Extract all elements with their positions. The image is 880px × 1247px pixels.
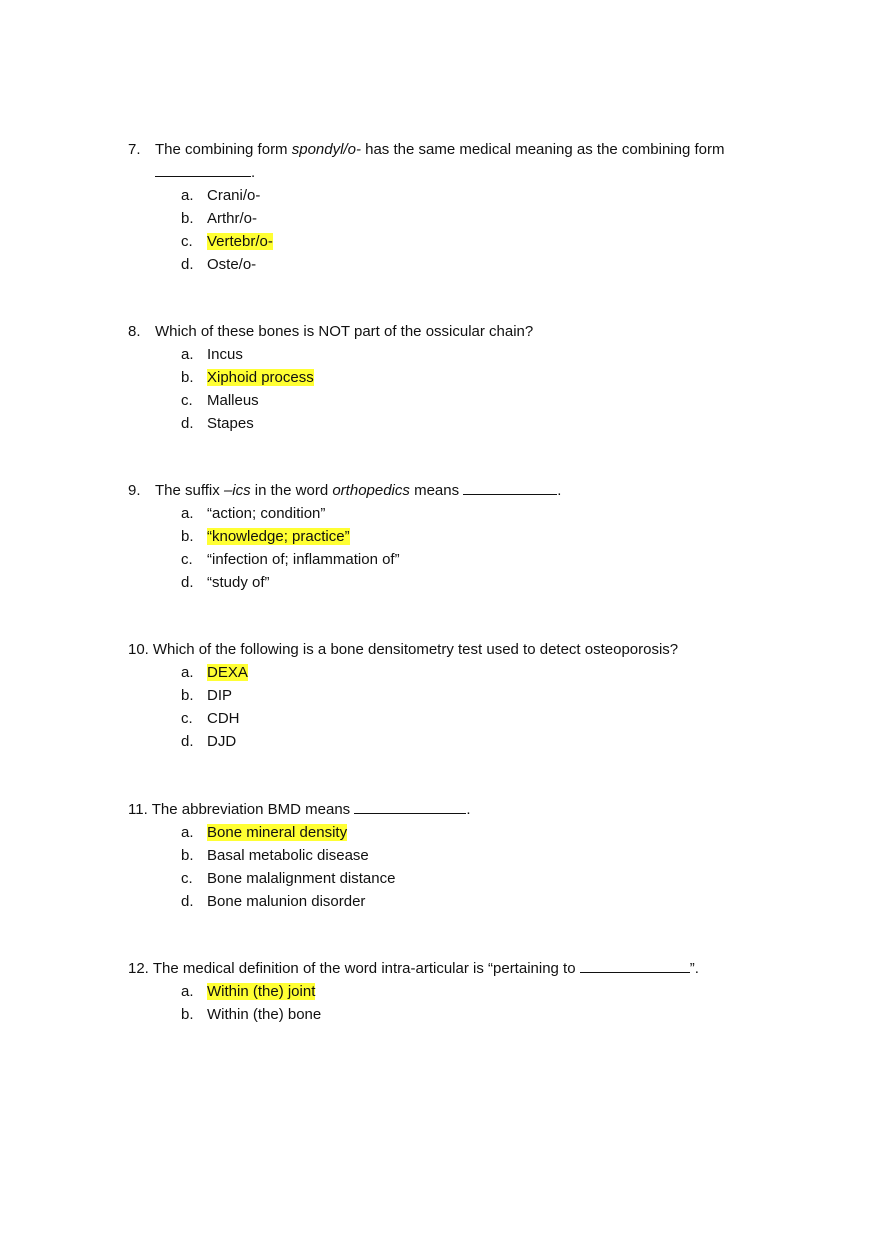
option-c	[128, 230, 778, 253]
stem-text: The abbreviation BMD means	[151, 801, 351, 818]
option-letter: b.	[181, 528, 194, 545]
option-a	[128, 502, 778, 525]
option-letter: a.	[181, 664, 194, 681]
question-9-stem	[128, 479, 778, 502]
question-11-options	[128, 821, 778, 913]
option-letter: d.	[181, 893, 194, 910]
stem-text: The combining form	[155, 141, 288, 158]
option-letter: c.	[181, 551, 193, 568]
question-10-stem	[128, 638, 778, 661]
answer-blank	[354, 799, 466, 814]
option-text: DJD	[207, 733, 237, 750]
option-text: “action; condition”	[207, 505, 326, 522]
stem-italic-term: –ics	[223, 482, 251, 499]
stem-end: ”.	[689, 960, 699, 977]
stem-text: has the same medical meaning as the combining form	[365, 141, 725, 158]
question-7-stem	[128, 138, 778, 184]
stem-text: means	[414, 482, 460, 499]
option-text: DIP	[207, 687, 233, 704]
answer-blank	[580, 958, 690, 973]
option-text: Bone malalignment distance	[207, 870, 396, 887]
option-a	[128, 184, 778, 207]
option-letter: d.	[181, 256, 194, 273]
question-10	[128, 638, 778, 753]
stem-end: .	[557, 482, 562, 499]
question-12-stem	[128, 957, 778, 980]
option-a	[128, 980, 778, 1003]
option-letter: a.	[181, 505, 194, 522]
highlighted-answer: Bone mineral density	[207, 824, 348, 841]
option-letter: d.	[181, 574, 194, 591]
answer-blank	[463, 480, 557, 495]
question-7-options	[128, 184, 778, 276]
option-b	[128, 366, 778, 389]
option-a	[128, 343, 778, 366]
question-number: 10.	[128, 641, 149, 658]
highlighted-answer: Xiphoid process	[207, 369, 314, 386]
answer-blank	[155, 162, 251, 177]
question-number: 9.	[128, 482, 141, 499]
question-number: 11.	[128, 801, 148, 818]
option-text: CDH	[207, 710, 240, 727]
option-text: Bone malunion disorder	[207, 893, 366, 910]
option-letter: a.	[181, 187, 194, 204]
stem-text: in the word	[254, 482, 329, 499]
option-c	[128, 707, 778, 730]
stem-italic-term: spondyl/o-	[291, 141, 361, 158]
option-text: Oste/o-	[207, 256, 257, 273]
question-8	[128, 320, 778, 435]
option-d	[128, 730, 778, 753]
option-letter: b.	[181, 210, 194, 227]
option-b	[128, 207, 778, 230]
option-letter: a.	[181, 983, 194, 1000]
option-c	[128, 548, 778, 571]
option-text: Within (the) bone	[207, 1006, 322, 1023]
option-d	[128, 412, 778, 435]
option-letter: b.	[181, 687, 194, 704]
option-c	[128, 867, 778, 890]
question-number: 8.	[128, 323, 141, 340]
option-text: Malleus	[207, 392, 259, 409]
option-d	[128, 253, 778, 276]
highlighted-answer: “knowledge; practice”	[207, 528, 350, 545]
option-text: Incus	[207, 346, 243, 363]
option-letter: c.	[181, 392, 193, 409]
option-b	[128, 1003, 778, 1026]
option-text: Arthr/o-	[207, 210, 258, 227]
question-10-options	[128, 661, 778, 753]
option-letter: d.	[181, 415, 194, 432]
stem-text: The suffix	[155, 482, 220, 499]
option-c	[128, 389, 778, 412]
option-letter: b.	[181, 369, 194, 386]
option-letter: c.	[181, 870, 193, 887]
option-text: “infection of; inflammation of”	[207, 551, 400, 568]
question-8-stem	[128, 320, 778, 343]
stem-end: .	[251, 164, 256, 181]
option-letter: a.	[181, 346, 194, 363]
highlighted-answer: Vertebr/o-	[207, 233, 273, 250]
highlighted-answer: Within (the) joint	[207, 983, 316, 1000]
question-number: 7.	[128, 141, 141, 158]
option-letter: c.	[181, 233, 193, 250]
option-text: “study of”	[207, 574, 270, 591]
option-a	[128, 821, 778, 844]
question-11	[128, 798, 778, 913]
option-letter: b.	[181, 847, 194, 864]
highlighted-answer: DEXA	[207, 664, 248, 681]
option-text: Crani/o-	[207, 187, 261, 204]
option-b	[128, 844, 778, 867]
option-letter: a.	[181, 824, 194, 841]
stem-end: .	[466, 801, 471, 818]
question-11-stem	[128, 798, 778, 821]
option-text: Basal metabolic disease	[207, 847, 369, 864]
question-number: 12.	[128, 960, 149, 977]
question-7	[128, 138, 778, 276]
option-d	[128, 890, 778, 913]
stem-text: Which of the following is a bone densitometry test used to detect osteoporosis?	[152, 641, 679, 658]
question-9-options	[128, 502, 778, 594]
question-8-options	[128, 343, 778, 435]
option-b	[128, 684, 778, 707]
stem-text: The medical definition of the word intra-articular is “pertaining to	[152, 960, 576, 977]
option-a	[128, 661, 778, 684]
option-text: Stapes	[207, 415, 254, 432]
question-12	[128, 957, 778, 1026]
stem-text: Which of these bones is NOT part of the ossicular chain?	[155, 323, 534, 340]
question-12-options	[128, 980, 778, 1026]
stem-italic-term: orthopedics	[332, 482, 410, 499]
option-letter: c.	[181, 710, 193, 727]
option-b	[128, 525, 778, 548]
question-9	[128, 479, 778, 594]
option-letter: d.	[181, 733, 194, 750]
option-d	[128, 571, 778, 594]
option-letter: b.	[181, 1006, 194, 1023]
